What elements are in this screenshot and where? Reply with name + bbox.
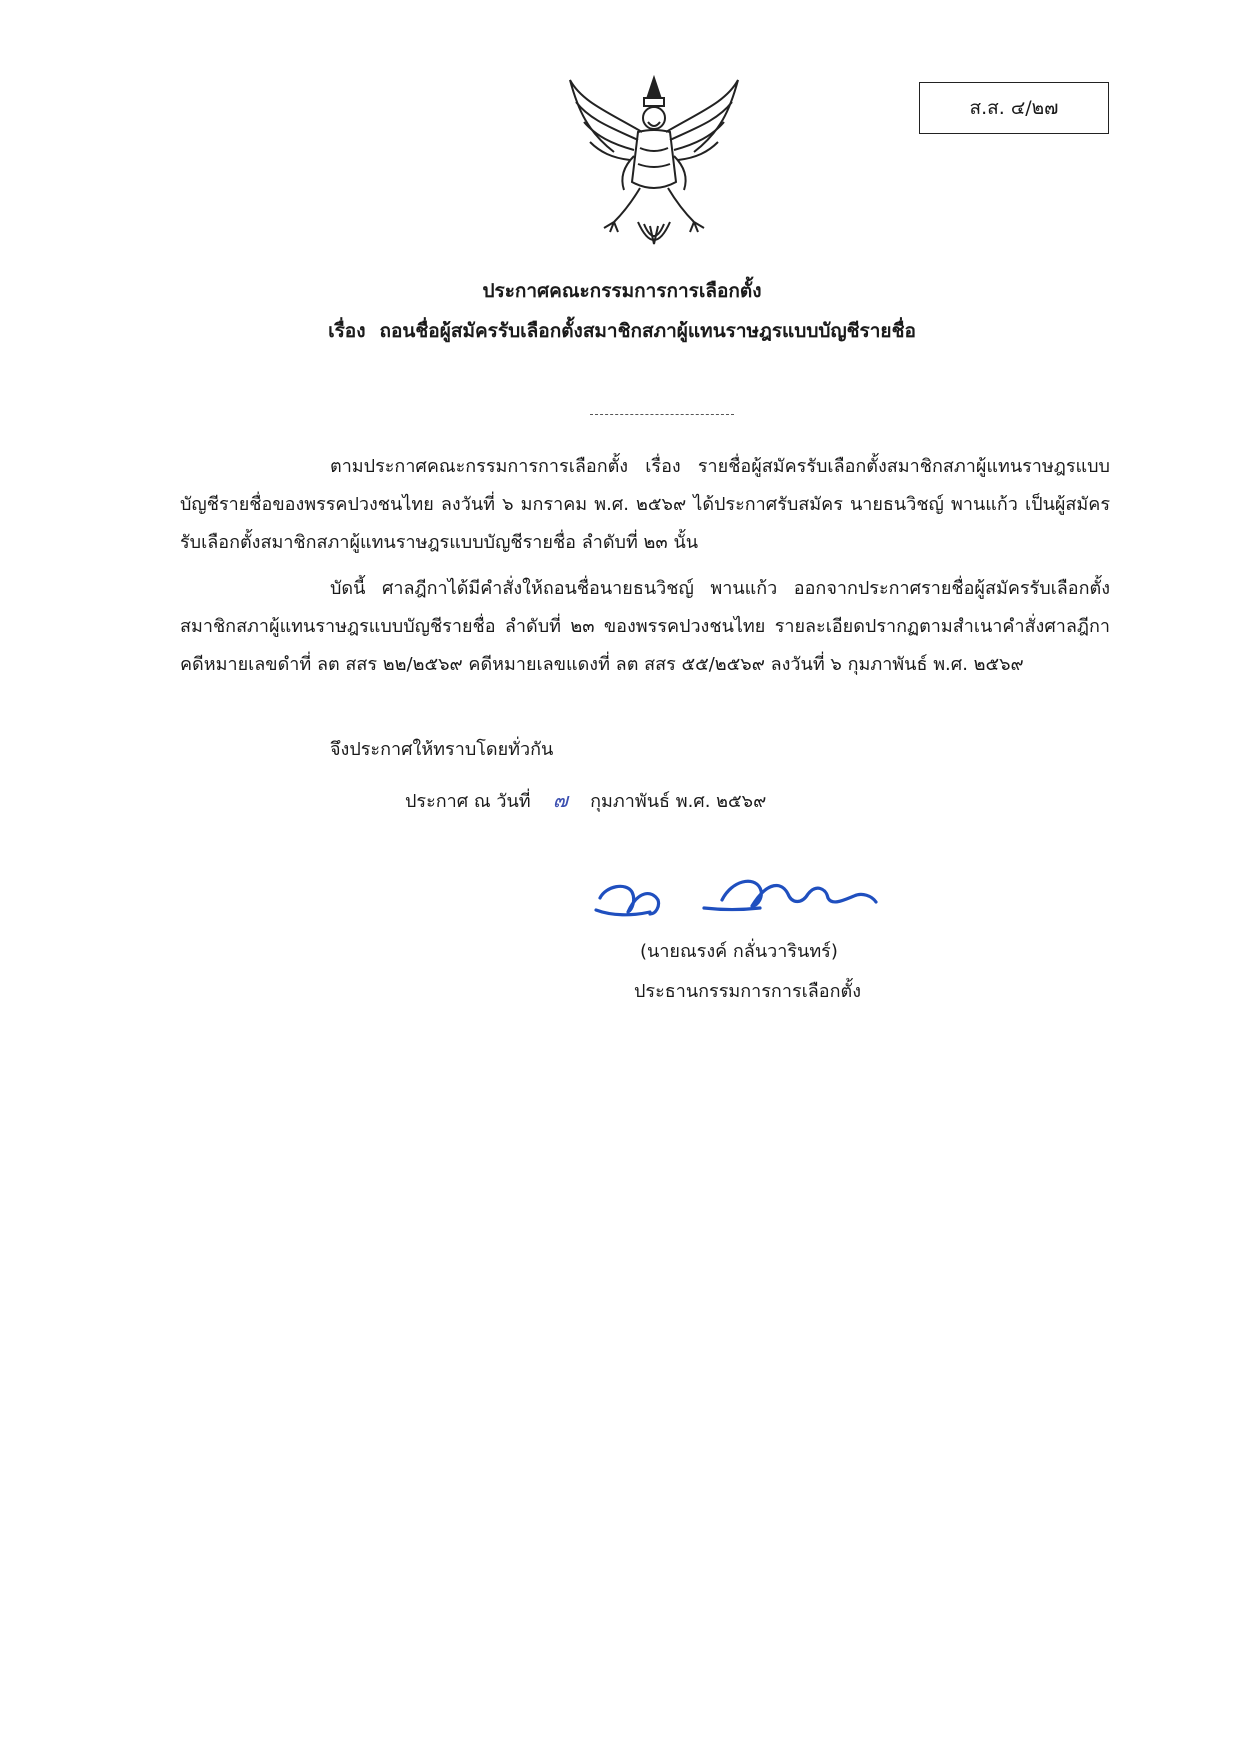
body-paragraph-1: ตามประกาศคณะกรรมการการเลือกตั้ง เรื่อง รายชื่อผู้สมัครรับเลือกตั้งสมาชิกสภาผู้แทนราษฎรแบบบัญชีรายชื่อของพรรคปวงชนไทย ลงวันที่ ๖ มกราคม พ.ศ. ๒๕๖๙ ได้ประกาศรับสมัคร นายธนวิชญ์ พานแก้ว เป็นผู้สมัครรับเลือกตั้งสมาชิกสภาผู้แทนราษฎรแบบบัญชีรายชื่อ ลำดับที่ ๒๓ นั้น: [180, 456, 1110, 553]
signer-name: (นายณรงค์ กลั่นวารินทร์): [640, 941, 838, 962]
announcement-date: [405, 784, 766, 816]
handwritten-signature: [592, 860, 904, 922]
title-divider: [590, 414, 734, 415]
date-prefix: ประกาศ ณ วันที่: [405, 791, 531, 812]
form-code-box: [919, 82, 1109, 134]
date-day: ๗: [552, 788, 568, 812]
announcement-title: ประกาศคณะกรรมการการเลือกตั้ง: [482, 280, 762, 302]
announcement-subject: [0, 316, 1244, 346]
subject-text: ถอนชื่อผู้สมัครรับเลือกตั้งสมาชิกสภาผู้แทนราษฎรแบบบัญชีรายชื่อ: [379, 320, 916, 342]
signer-position: ประธานกรรมการการเลือกตั้ง: [634, 981, 861, 1002]
form-code: ส.ส. ๔/๒๗: [969, 97, 1059, 119]
garuda-emblem-icon: [568, 72, 740, 262]
body-paragraph-2: บัดนี้ ศาลฎีกาได้มีคำสั่งให้ถอนชื่อนายธนวิชญ์ พานแก้ว ออกจากประกาศรายชื่อผู้สมัครรับเลือกตั้งสมาชิกสภาผู้แทนราษฎรแบบบัญชีรายชื่อ ลำดับที่ ๒๓ ของพรรคปวงชนไทย รายละเอียดปรากฏตามสำเนาคำสั่งศาลฎีกา คดีหมายเลขดำที่ ลต สสร ๒๒/๒๕๖๙ คดีหมายเลขแดงที่ ลต สสร ๕๕/๒๕๖๙ ลงวันที่ ๖ กุมภาพันธ์ พ.ศ. ๒๕๖๙: [180, 578, 1110, 675]
closing-statement: จึงประกาศให้ทราบโดยทั่วกัน: [330, 739, 554, 760]
date-suffix: กุมภาพันธ์ พ.ศ. ๒๕๖๙: [590, 791, 767, 812]
subject-label: เรื่อง: [328, 320, 366, 342]
